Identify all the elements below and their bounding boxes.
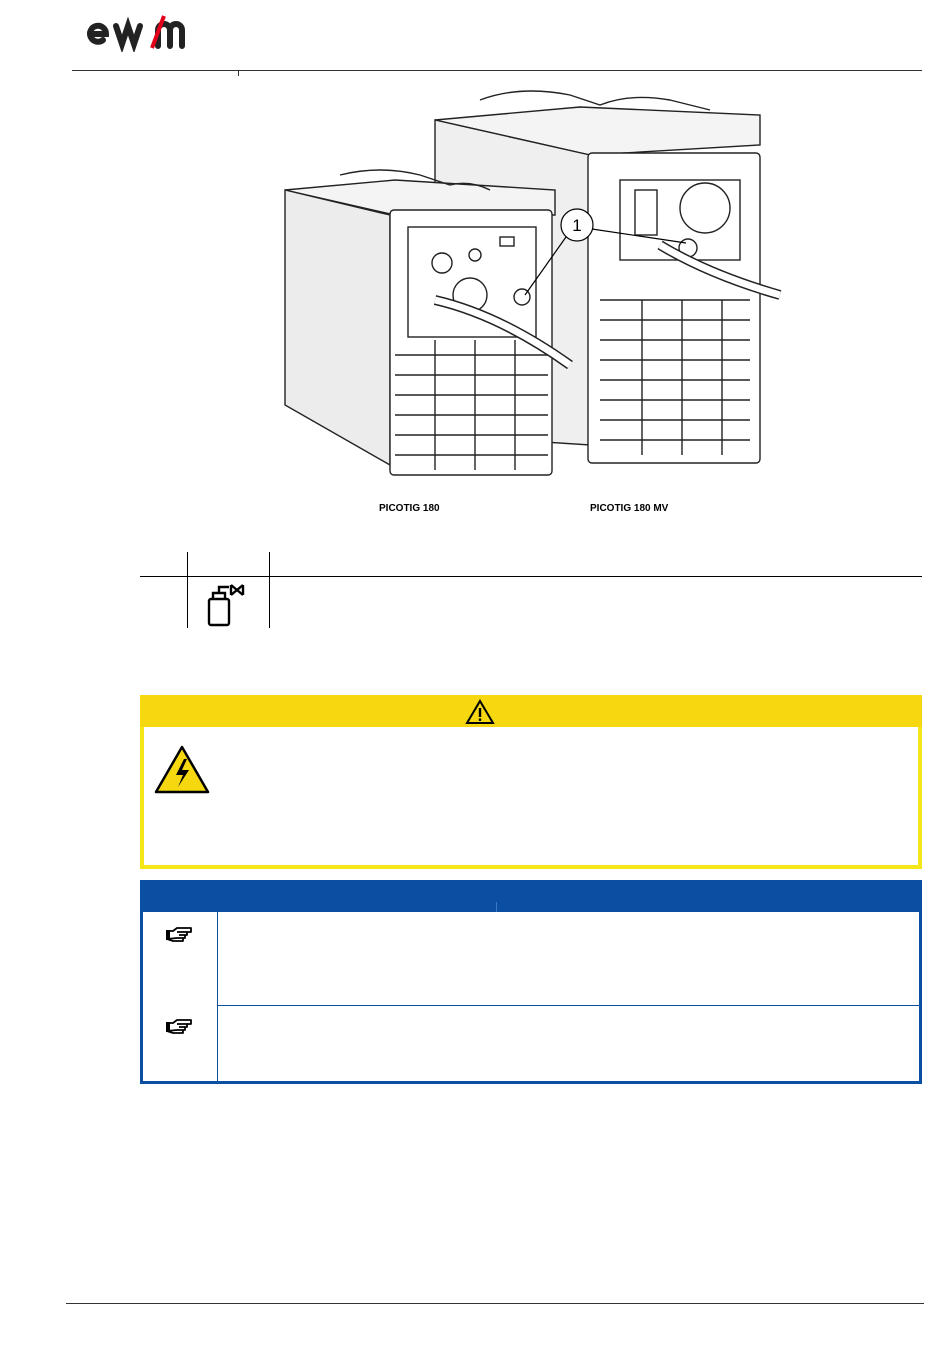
table-header-rule: [140, 576, 922, 577]
note-header-divider: [496, 902, 497, 912]
ewm-logo: [80, 12, 220, 52]
note-box-header: [140, 880, 922, 912]
table-column-divider: [187, 552, 188, 628]
table-column-divider: [269, 552, 270, 628]
note-box: [140, 880, 922, 1084]
note-box-body: [140, 912, 922, 1084]
footer-rule: [66, 1303, 924, 1304]
header-rule: [72, 70, 922, 71]
header-rule-tick: [238, 70, 239, 76]
electric-shock-warning-icon: [154, 745, 210, 795]
caption-picotig-180: PICOTIG 180: [379, 503, 440, 514]
warning-triangle-icon: [465, 699, 495, 725]
danger-notice-header: [140, 695, 922, 727]
note-row-divider: [217, 1005, 922, 1006]
gas-cylinder-valve-icon: [205, 583, 249, 627]
note-column-divider: [217, 912, 218, 1081]
welding-machines-figure: [270, 85, 790, 480]
danger-notice-body: [140, 727, 922, 869]
pointing-hand-icon: [165, 1017, 193, 1035]
caption-picotig-180-mv: PICOTIG 180 MV: [590, 503, 669, 514]
danger-notice-box: [140, 695, 922, 869]
callout-number: 1: [572, 216, 582, 235]
pointing-hand-icon: [165, 925, 193, 943]
